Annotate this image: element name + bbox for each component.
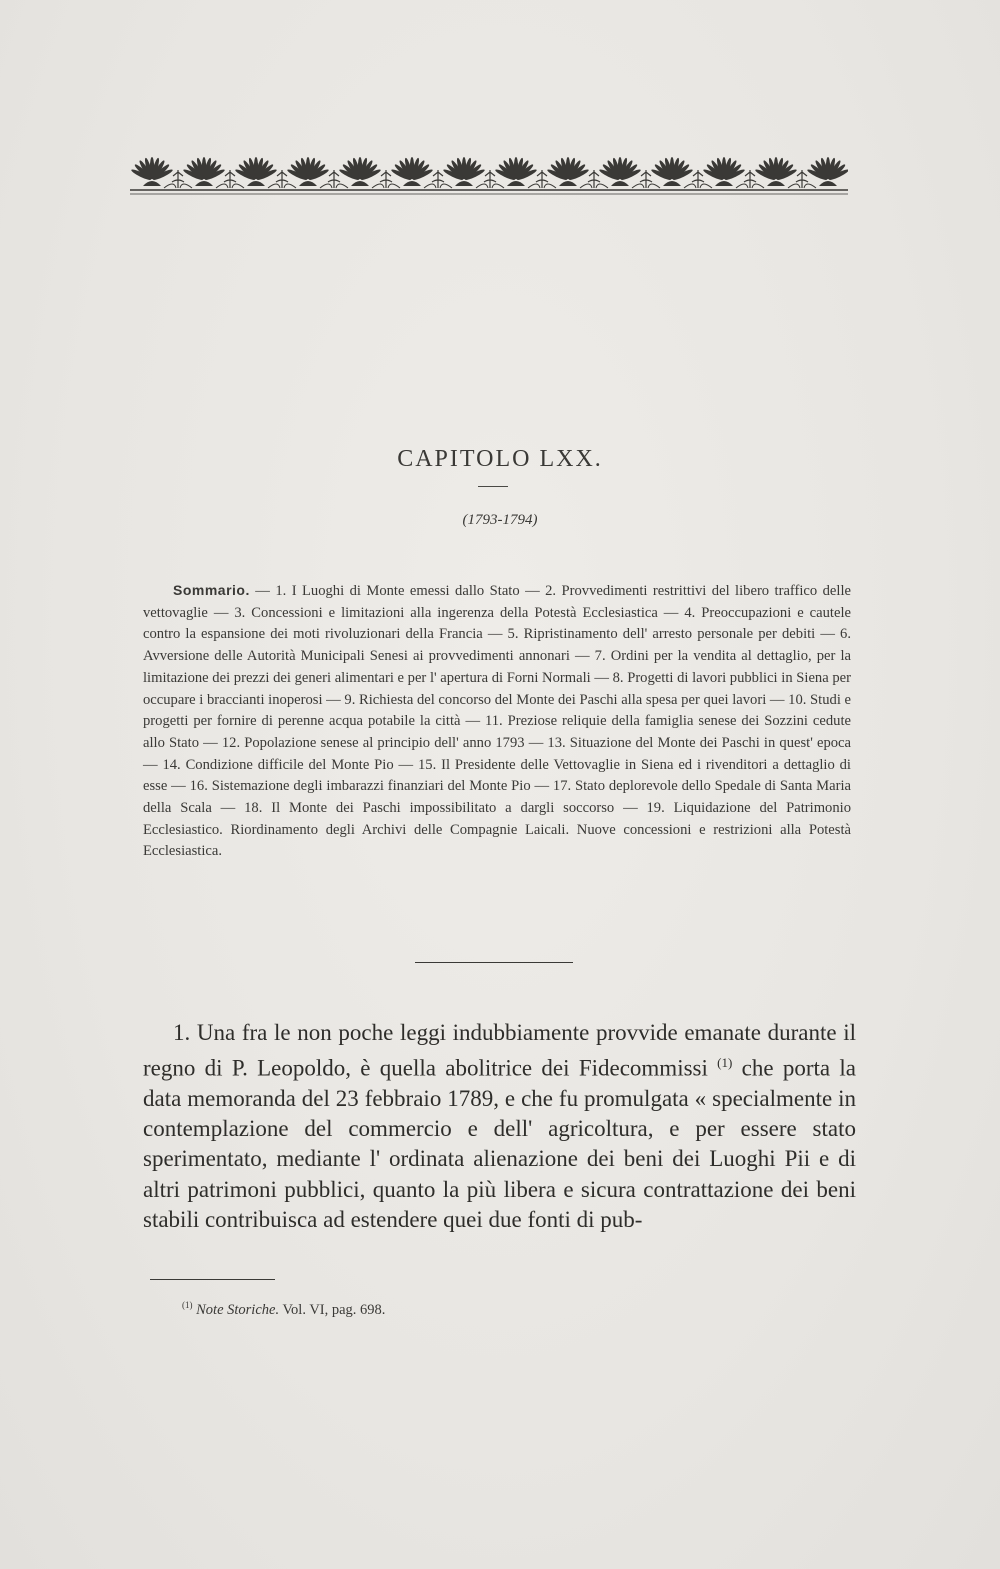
summary-paragraph (143, 580, 851, 863)
summary-text: — 1. I Luoghi di Monte emessi dallo Stato — 2. Provvedimenti restrittivi del libero traffico delle vettovaglie — 3. Concessioni e limitazioni alla ingerenza della Potestà Ecclesiastica — 4. Preoccupazioni e cautele contro la espansione dei moti rivoluzionari della Francia — 5. Ripristinamento dell' arresto personale per debiti — 6. Avversione delle Autorità Municipali Senesi ai provvedimenti annonari — 7. Ordini per la vendita al dettaglio, per la limitazione dei prezzi dei generi alimentari e per l' apertura di Forni Normali — 8. Progetti di lavori pubblici in Siena per occupare i braccianti inoperosi — 9. Richiesta del concorso del Monte dei Paschi alla spesa per quei lavori — 10. Studi e progetti per fornire di perenne acqua potabile la città — 11. Preziose reliquie della famiglia senese dei Sozzini cedute allo Stato — 12. Popolazione senese al principio dell' anno 1793 — 13. Situazione del Monte dei Paschi in quest' epoca — 14. Condizione difficile del Monte Pio — 15. Il Presidente delle Vettovaglie in Siena ed i rivenditori a dettaglio di esse — 16. Sistemazione degli imbarazzi finanziari del Monte Pio — 17. Stato deplorevole dello Spedale di Santa Maria della Scala — 18. Il Monte dei Paschi impossibilitato a dargli soccorso — 19. Liquidazione del Patrimonio Ecclesiastico. Riordinamento degli Archivi delle Compagnie Laicali. Nuove concessioni e restrizioni alla Potestà Ecclesiastica. (143, 583, 851, 860)
footnote (182, 1300, 782, 1319)
body-paragraph (143, 1018, 856, 1235)
chapter-years: (1793-1794) (462, 512, 538, 528)
decorative-palmette-border (130, 146, 848, 198)
title-divider (478, 486, 508, 487)
summary-divider (415, 962, 573, 963)
footnote-ref: Vol. VI, pag. 698. (279, 1301, 386, 1318)
chapter-title: CAPITOLO LXX. (397, 446, 603, 472)
body-text-part2: che porta la data memoranda del 23 febbraio 1789, e che fu promulgata « specialmente in contemplazione del commercio e dell' agricoltura, e per essere stato sperimentato, mediante l' ordinata alienazione dei beni dei Luoghi Pii e di altri patrimoni pubblici, quanto la più libera e sicura contrattazione dei beni stabili contribuisca ad estendere quei due fonti di pub- (143, 1055, 856, 1232)
body-text-part1: 1. Una fra le non poche leggi indubbiamente provvide emanate durante il regno di P. Leopoldo, è quella abolitrice dei Fidecommissi (143, 1020, 856, 1081)
footnote-marker: (1) (182, 1300, 193, 1310)
footnote-title: Note Storiche. (196, 1301, 280, 1318)
footnote-divider (150, 1279, 275, 1280)
footnote-reference: (1) (717, 1055, 733, 1071)
summary-label: Sommario. (173, 582, 250, 598)
